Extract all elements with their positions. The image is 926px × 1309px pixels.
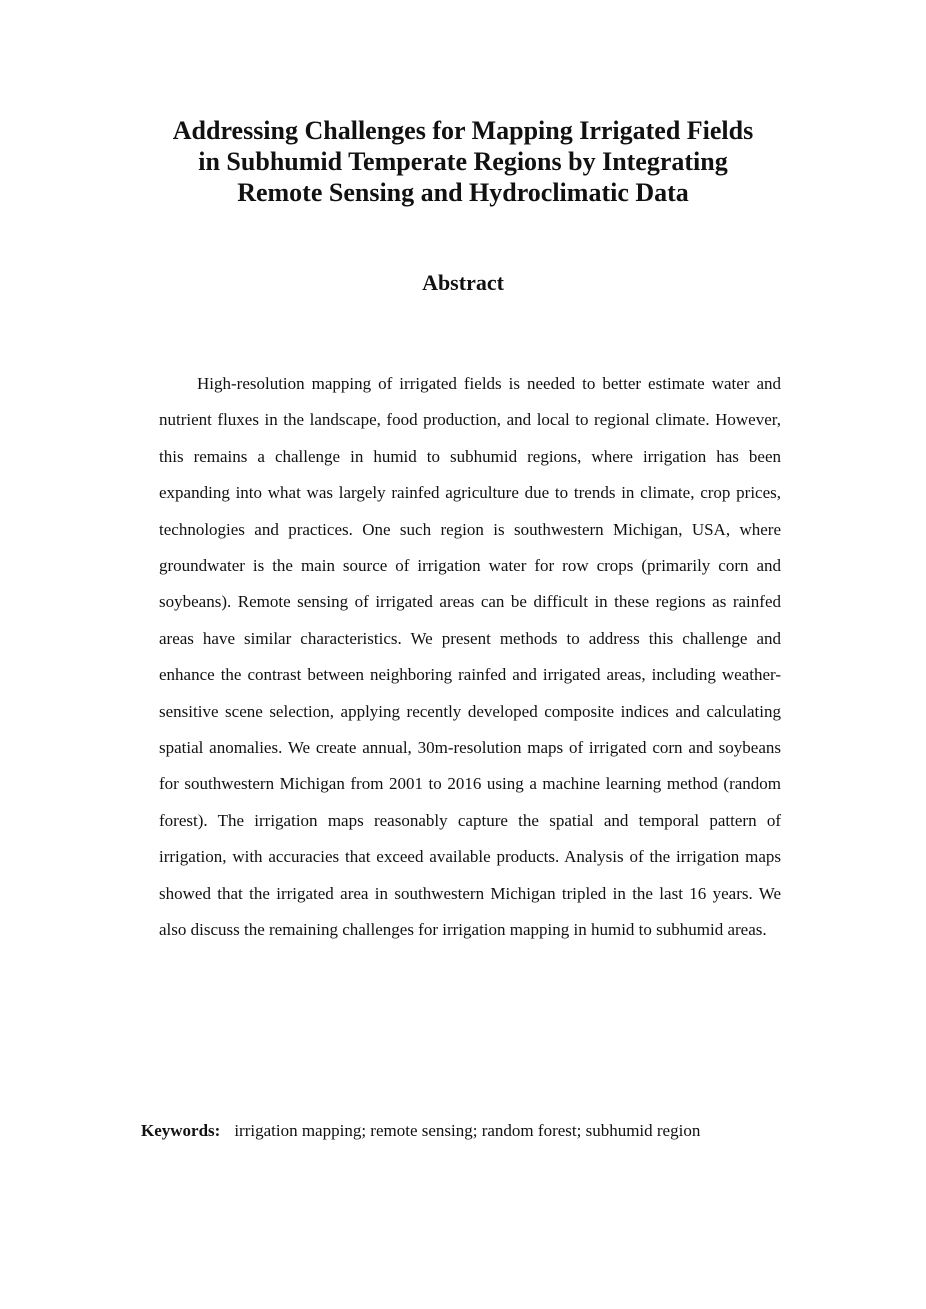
keywords-label: Keywords: bbox=[141, 1121, 221, 1140]
title-line-3: Remote Sensing and Hydroclimatic Data bbox=[237, 178, 689, 207]
title-line-1: Addressing Challenges for Mapping Irrigated Fields bbox=[172, 116, 754, 145]
paper-title bbox=[100, 115, 826, 208]
abstract-heading: Abstract bbox=[422, 270, 504, 295]
abstract-paragraph: High-resolution mapping of irrigated fields is needed to better estimate water and nutrient fluxes in the landscape, food production, and local to regional climate. However, this remains a challenge in humid to subhumid regions, where irrigation has been expanding into what was largely rainfed agriculture due to trends in climate, crop prices, technologies and practices. One such region is southwestern Michigan, USA, where groundwater is the main source of irrigation water for row crops (primarily corn and soybeans). Remote sensing of irrigated areas can be difficult in these regions as rainfed areas have similar characteristics. We present methods to address this challenge and enhance the contrast between neighboring rainfed and irrigated areas, including weather-sensitive scene selection, applying recently developed composite indices and calculating spatial anomalies. We create annual, 30m-resolution maps of irrigated corn and soybeans for southwestern Michigan from 2001 to 2016 using a machine learning method (random forest). The irrigation maps reasonably capture the spatial and temporal pattern of irrigation, with accuracies that exceed available products. Analysis of the irrigation maps showed that the irrigated area in southwestern Michigan tripled in the last 16 years. We also discuss the remaining challenges for irrigation mapping in humid to subhumid areas. bbox=[159, 374, 781, 940]
keywords-line bbox=[141, 1119, 700, 1143]
title-line-2: in Subhumid Temperate Regions by Integrating bbox=[198, 147, 728, 176]
keywords-value: irrigation mapping; remote sensing; random forest; subhumid region bbox=[234, 1121, 701, 1140]
